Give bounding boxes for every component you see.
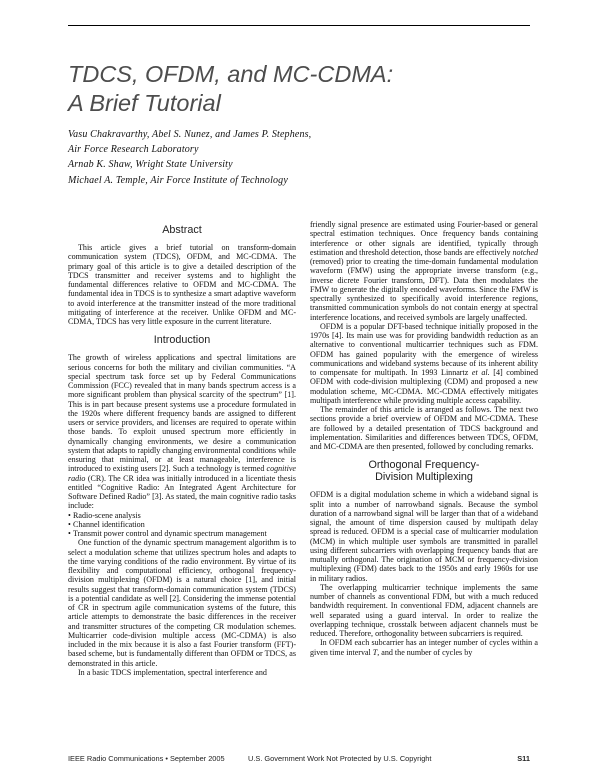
author-line-2: Air Force Research Laboratory — [68, 144, 199, 156]
author-line-1: Vasu Chakravarthy, Abel S. Nunez, and James P. Stephens, — [68, 129, 312, 140]
ofdm-paragraph-1: OFDM is a digital modulation scheme in which a wideband signal is split into a number of narrowband signals. Because the symbol duration of a narrowband signal will be larger than that of a wideband signal, the amount of time dispersion caused by multipath delay spread is reduced. OFDM is a special case of multicarrier modulation (MCM) in which multiple user symbols are transmitted in parallel using different subcarriers with overlapping frequency bands that are mutually orthogonal. The origination of MCM or frequency-division multiplexing (FDM) dates back to the 1950s and early 1960s for use in military radios. — [310, 490, 538, 583]
page-number: S11 — [517, 754, 530, 763]
intro-paragraph-2: One function of the dynamic spectrum management algorithm is to select a modulation scheme that utilizes spectrum holes and adapts to the time varying conditions of the radio environment. By virtue of its flexibility and computational efficiency, orthogonal frequency-division multiplexing (OFDM) is a natural choice [1], and initial results suggest that transform-domain communication system (TDCS) is a potential candidate as well [2]. Considering the immense potential of CR in spectrum agile communication systems of the future, this article attempts to demonstrate the basic differences in the receiver and transmitter structures of the competing CR modulation schemes. Multicarrier code-division multiple access (MC-CDMA) is also included in the mix because it is also a fast Fourier transform (FFT)-based scheme, but is fundamentally different than OFDM or TDCS, as demonstrated in this article. — [68, 538, 296, 668]
ofdm-paragraph-2: The overlapping multicarrier technique implements the same number of channels as conventional FDM, but with a much reduced bandwidth requirement. In conventional FDM, adjacent channels are well separated using a guard interval. In order to realize the overlapping technique, crosstalk between adjacent channels must be reduced. Therefore, orthogonality between subcarriers is required. — [310, 582, 538, 638]
intro-paragraph-4: OFDM is a popular DFT-based technique initially proposed in the 1970s [4]. Its main use was for providing bandwidth reduction as an alternative to conventional multicarrier techniques such as FDM. OFDM has gained popularity with the emergence of wireless communications and wideband systems because of its inherent ability to compensate for multipath. In 1993 Linnartz et al. [4] combined OFDM with code-division multiplexing (CDM) and proposed a new modulation scheme, MC-CDMA. MC-CDMA effectively mitigates multipath interference while providing multiple access capability. — [310, 321, 539, 405]
article-title — [68, 60, 538, 118]
author-line-4: Michael A. Temple, Air Force Institute of Technology — [68, 174, 288, 186]
author-line-3: Arnab K. Shaw, Wright State University — [68, 159, 233, 171]
intro-paragraph-3-start: In a basic TDCS implementation, spectral interference and — [78, 667, 267, 677]
intro-paragraph-5: The remainder of this article is arranged as follows. The next two sections provide a brief overview of OFDM and MC-CDMA. These are followed by a detailed presentation of TDCS background and implementation. Similarities and differences between TDCS, OFDM, and MC-CDMA are then presented, followed by concluding remarks. — [310, 405, 538, 451]
top-rule — [68, 25, 530, 26]
title-line-1: TDCS, OFDM, and MC-CDMA: — [68, 61, 394, 87]
ofdm-heading: Orthogonal Frequency- Division Multiplexing — [368, 459, 480, 484]
right-column — [310, 220, 538, 657]
list-item: • Channel identification — [68, 519, 145, 529]
left-column — [68, 220, 296, 677]
author-block — [68, 127, 538, 188]
intro-paragraph-1: The growth of wireless applications and spectral limitations are serious concerns for both the military and civilian communities. “A special spectrum task force set up by Federal Communications Commission (FCC) revealed that in many bands spectrum access is a more significant problem than physical scarcity of the spectrum” [1]. This is in part because present systems use a procedure formulated in the 1920s where different frequency bands are assigned to different users or service providers, and licenses are required to operate within those bands. To exploit unused spectrum more efficiently in dynamically changing environments, we desire a communication system that adapts to rapidly changing environmental conditions while ensuring that minimal, or at least manageable, interference is introduced to existing users [2]. Such a technology is termed cognitive radio (CR). The CR idea was initially introduced in a licentiate thesis entitled “Cognitive Radio: An Integrated Agent Architecture for Software Defined Radio” [3]. As stated, the main cognitive radio tasks include: — [68, 353, 296, 511]
ofdm-paragraph-3: In OFDM each subcarrier has an integer number of cycles within a given time interval T, and the number of cycles by — [310, 638, 538, 657]
list-item: • Radio-scene analysis — [68, 510, 141, 520]
abstract-heading: Abstract — [162, 224, 202, 236]
cognitive-radio-task-list — [68, 511, 296, 539]
footer-copyright: U.S. Government Work Not Protected by U.S. Copyright — [248, 754, 432, 763]
title-line-2: A Brief Tutorial — [68, 90, 221, 116]
intro-paragraph-3-continued: friendly signal presence are estimated using Fourier-based or general spectral estimation techniques. Once frequency bands containing interference or other signals are identified, typically through estimation and threshold detection, those bands are effectively notched (removed) prior to creating the time-domain fundamental modulation waveform (FMW) using the appropriate inverse transform (e.g., inverse dicrete Fourier transform, DFT). Data then modulates the FMW to generate the digitally encoded waveforms. Since the FMW is spectrally synthesized to specifically avoid interference regions, transmitted communication symbols do not contain energy at spectral interference locations, and received symbols are largely unaffected. — [310, 220, 539, 322]
introduction-heading: Introduction — [153, 334, 211, 347]
abstract-text: This article gives a brief tutorial on transform-domain communication system (TDCS), OFDM, and MC-CDMA. The primary goal of this article is to give a detailed description of the TDCS transmitter and receiver systems and to highlight the fundamental differences relative to OFDM and MC-CDMA. The fundamental idea in TDCS is to synthesize a smart adaptive waveform to avoid interference at the transmitter instead of the more traditional mitigating of interference at the receiver. Unlike OFDM and MC-CDMA, TDCS has very little exposure in the current literature. — [68, 243, 296, 326]
list-item: • Transmit power control and dynamic spectrum management — [68, 529, 267, 538]
footer-journal: IEEE Radio Communications • September 2005 — [68, 754, 225, 763]
